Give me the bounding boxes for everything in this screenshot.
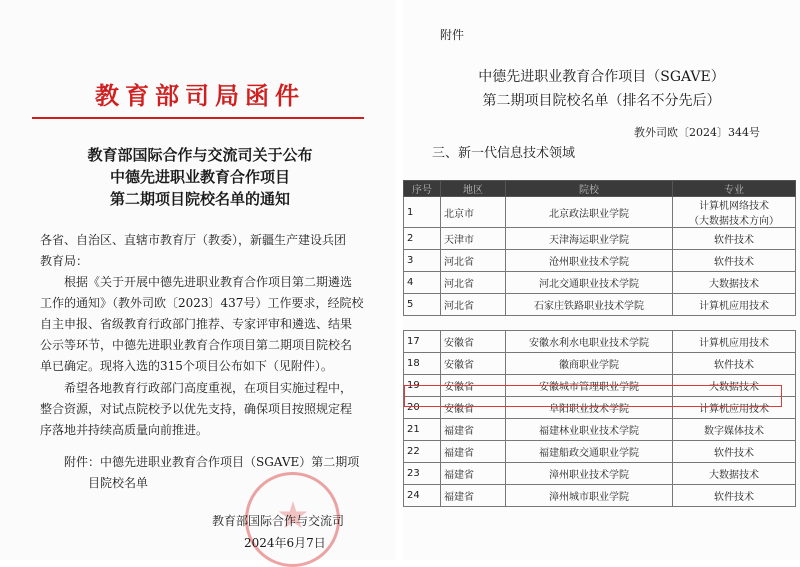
table-header-row <box>404 181 796 197</box>
addressee <box>40 230 365 272</box>
cell-major-line-1: 计算机网络技术 <box>699 201 769 212</box>
cell-no: 24 <box>404 485 441 507</box>
cell-no: 22 <box>404 441 441 463</box>
cell-major: 软件技术 <box>673 250 796 272</box>
cell-school: 安徽水利水电职业技术学院 <box>506 331 673 353</box>
section-heading: 三、新一代信息技术领域 <box>432 146 576 161</box>
notice-title-line-1: 教育部国际合作与交流司关于公布 <box>87 146 313 164</box>
notice-title-line-3: 第二期项目院校名单的通知 <box>109 190 290 208</box>
letterhead: 教育部司局函件 <box>95 81 305 110</box>
body1-line-3: 自主申报、省级教育行政部门推荐、专家评审和遴选、结果 <box>40 317 353 331</box>
cell-region: 河北省 <box>441 272 506 294</box>
body2-line-2: 整合资源，对试点院校予以优先支持，确保项目按照规定程 <box>40 402 353 416</box>
document-number: 教外司欧〔2024〕344号 <box>634 126 760 139</box>
cell-school: 福建林业职业技术学院 <box>506 419 673 441</box>
cell-no: 5 <box>404 294 441 316</box>
cell-no: 18 <box>404 353 441 375</box>
col-header-major: 专业 <box>673 181 796 197</box>
table-row <box>404 272 796 294</box>
list-title-line-1: 中德先进职业教育合作项目（SGAVE） <box>478 69 725 85</box>
cell-major: 软件技术 <box>673 228 796 250</box>
cell-major: 软件技术 <box>673 441 796 463</box>
cell-region: 安徽省 <box>441 353 506 375</box>
cell-region: 福建省 <box>441 441 506 463</box>
cell-region: 安徽省 <box>441 397 506 419</box>
cell-no: 21 <box>404 419 441 441</box>
cell-major: 计算机应用技术 <box>673 294 796 316</box>
cell-school: 北京政法职业学院 <box>506 197 673 228</box>
school-table <box>403 180 796 507</box>
cell-major: 大数据技术 <box>673 272 796 294</box>
cell-school: 漳州城市职业学院 <box>506 485 673 507</box>
addressee-line-2: 教育局： <box>40 254 89 268</box>
cell-no: 3 <box>404 250 441 272</box>
col-header-region: 地区 <box>441 181 506 197</box>
cell-major: 计算机应用技术 <box>673 397 796 419</box>
cell-no: 1 <box>404 197 441 228</box>
cell-major: 软件技术 <box>673 353 796 375</box>
cell-major: 大数据技术 <box>673 463 796 485</box>
table-row <box>404 463 796 485</box>
cell-major <box>673 197 796 228</box>
table-row <box>404 294 796 316</box>
cell-no: 20 <box>404 397 441 419</box>
cell-major: 软件技术 <box>673 485 796 507</box>
cell-no: 2 <box>404 228 441 250</box>
cell-region: 天津市 <box>441 228 506 250</box>
table-gap <box>404 316 796 331</box>
body-paragraph-1 <box>40 272 365 377</box>
cell-no: 19 <box>404 375 441 397</box>
cell-region: 河北省 <box>441 250 506 272</box>
cell-school: 安徽城市管理职业学院 <box>506 375 673 397</box>
body2-line-3: 序落地并持续高质量向前推进。 <box>40 423 209 437</box>
col-header-no: 序号 <box>404 181 441 197</box>
cell-school: 河北交通职业技术学院 <box>506 272 673 294</box>
table-row <box>404 228 796 250</box>
cell-major: 大数据技术 <box>673 375 796 397</box>
cell-region: 福建省 <box>441 485 506 507</box>
attachment-note-line-2: 目院校名单 <box>88 476 149 490</box>
cell-school: 徽商职业学院 <box>506 353 673 375</box>
page-gutter <box>395 0 403 560</box>
date: 2024年6月7日 <box>244 536 326 550</box>
table-row <box>404 441 796 463</box>
table-row <box>404 250 796 272</box>
body1-line-5: 单已确定。现将入选的315个项目公布如下（见附件）。 <box>40 359 333 373</box>
col-header-school: 院校 <box>506 181 673 197</box>
cell-region: 安徽省 <box>441 331 506 353</box>
table-row <box>404 485 796 507</box>
body2-line-1: 希望各地教育行政部门高度重视，在项目实施过程中， <box>64 381 353 395</box>
cell-school: 沧州职业技术学院 <box>506 250 673 272</box>
attachment-label: 附件 <box>440 28 465 42</box>
list-title-line-2: 第二期项目院校名单（排名不分先后） <box>482 93 721 109</box>
table-row <box>404 353 796 375</box>
body1-line-4: 公示等环节，中德先进职业教育合作项目第二期项目院校名 <box>40 338 353 352</box>
body1-line-2: 工作的通知》（教外司欧〔2023〕437号）工作要求，经院校 <box>40 296 364 310</box>
cell-school: 阜阳职业技术学院 <box>506 397 673 419</box>
cell-school: 石家庄铁路职业技术学院 <box>506 294 673 316</box>
table-row <box>404 331 796 353</box>
notice-title-line-2: 中德先进职业教育合作项目 <box>109 168 290 186</box>
cell-region: 福建省 <box>441 419 506 441</box>
cell-major-line-2: （大数据技术方向） <box>689 216 779 227</box>
body1-line-1: 根据《关于开展中德先进职业教育合作项目第二期遴选 <box>64 275 353 289</box>
addressee-line-1: 各省、自治区、直辖市教育厅（教委），新疆生产建设兵团 <box>40 233 347 247</box>
cell-school: 漳州职业技术学院 <box>506 463 673 485</box>
cell-major: 计算机应用技术 <box>673 331 796 353</box>
cell-no: 23 <box>404 463 441 485</box>
table-row <box>404 419 796 441</box>
highlight-box <box>404 385 782 407</box>
cell-major: 数字媒体技术 <box>673 419 796 441</box>
cell-region: 河北省 <box>441 294 506 316</box>
cell-region: 福建省 <box>441 463 506 485</box>
cell-region: 安徽省 <box>441 375 506 397</box>
cell-no: 17 <box>404 331 441 353</box>
gap-cell <box>404 316 796 331</box>
cell-school: 福建船政交通职业学院 <box>506 441 673 463</box>
letterhead-rule <box>32 117 364 119</box>
signer: 教育部国际合作与交流司 <box>212 514 345 528</box>
table-row <box>404 197 796 228</box>
cell-school: 天津海运职业学院 <box>506 228 673 250</box>
cell-region: 北京市 <box>441 197 506 228</box>
attachment-note-line-1: 附件：中德先进职业教育合作项目（SGAVE）第二期项 <box>64 455 360 469</box>
cell-no: 4 <box>404 272 441 294</box>
body-paragraph-2 <box>40 378 365 441</box>
